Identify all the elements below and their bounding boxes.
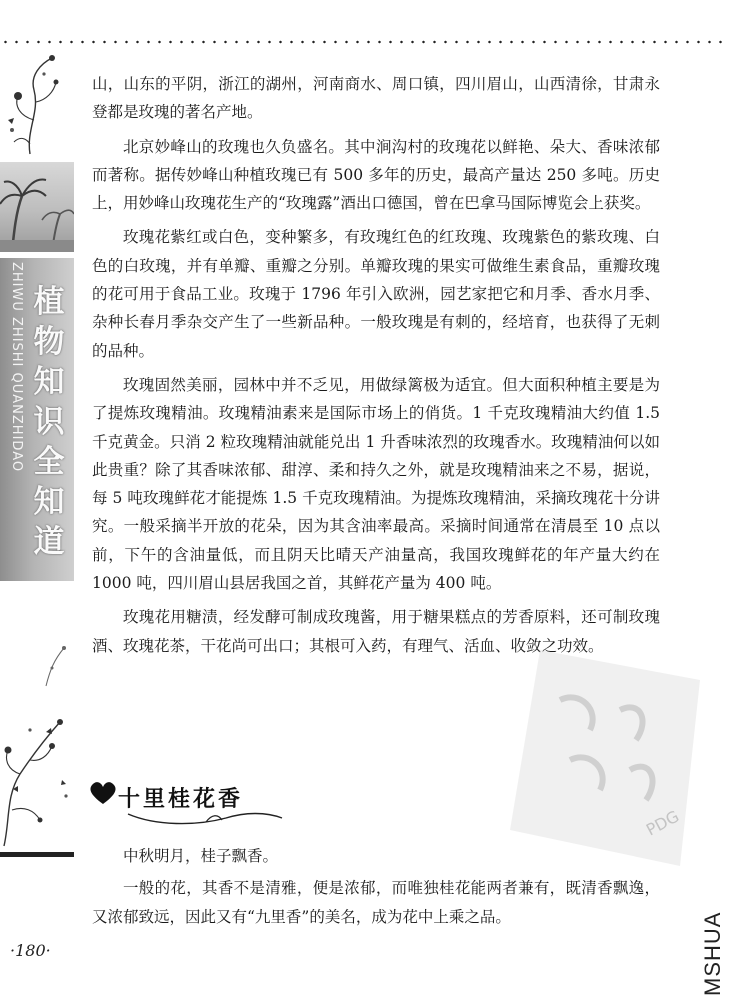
sidebar-pinyin: ZHIWU ZHISHI QUANZHIDAO (9, 262, 24, 473)
palm-tree-icon (0, 162, 74, 252)
section-title: 十里桂花香 (118, 786, 244, 812)
paragraph: 中秋明月，桂子飘香。 (123, 847, 279, 865)
swirl-underline-icon (126, 808, 286, 828)
sidebar-title-char: 植 (33, 284, 65, 320)
palm-photo (0, 162, 74, 252)
bottom-left-rule (0, 852, 74, 857)
top-dotted-rule (0, 40, 729, 44)
sidebar-title-char: 物 (33, 324, 65, 360)
page-number: ·180· (10, 941, 51, 960)
paragraph: 北京妙峰山的玫瑰也久负盛名。其中涧沟村的玫瑰花以鲜艳、朵大、香味浓郁而著称。据传妙峰山种植玫瑰已有 500 多年的历史，最高产量达 250 多吨。历史上，用妙峰山玫瑰花生产的“玫瑰露”酒出口德国，曾在巴拿马国际博览会上获奖。 (92, 137, 660, 213)
heart-icon (88, 780, 118, 806)
sidebar-title-char: 道 (33, 524, 65, 560)
sidebar-title-char: 全 (33, 444, 65, 480)
section-body-text (92, 842, 660, 931)
watermark-stamp (500, 640, 720, 870)
sidebar-title-char: 知 (33, 484, 65, 520)
sidebar-title-char: 知 (33, 364, 65, 400)
paragraph: 一般的花，其香不是清雅，便是浓郁，而唯独桂花能两者兼有，既清香飘逸，又浓郁致远，因此又有“九里香”的美名，成为花中上乘之品。 (92, 879, 660, 926)
sidebar-vertical-title (28, 282, 70, 562)
body-text (92, 70, 660, 660)
paragraph: 玫瑰固然美丽，园林中并不乏见，用做绿篱极为适宜。但大面积种植主要是为了提炼玫瑰精油。玫瑰精油素来是国际市场上的俏货。1 千克玫瑰精油大约值 1.5 千克黄金。只消 2 粒玫瑰精油就能兑出 1 升香味浓烈的玫瑰香水。玫瑰精油何以如此贵重？除了其香味浓郁、甜淳、柔和持久之外，就是玫瑰精油来之不易，据说，每 5 吨玫瑰鲜花才能提炼 1.5 千克玫瑰精油。为提炼玫瑰精油，采摘玫瑰花十分讲究。一般采摘半开放的花朵，因为其含油率最高。采摘时间通常在清晨至 10 点以前，下午的含油量低，而且阴天比晴天产油量高，我国玫瑰鲜花的年产量大约在 1000 吨，四川眉山县居我国之首，其鲜花产量为 400 吨。 (92, 375, 660, 593)
section-heading (88, 778, 388, 828)
stamp-label: PDG (642, 806, 683, 840)
paragraph: 玫瑰花紫红或白色，变种繁多，有玫瑰红色的红玫瑰、玫瑰紫色的紫玫瑰、白色的白玫瑰，并有单瓣、重瓣之分别。单瓣玫瑰的果实可做维生素食品，重瓣玫瑰的花可用于食品工业。玫瑰于 1796 年引入欧洲，园艺家把它和月季、香水月季、杂种长春月季杂交产生了一些新品种。一般玫瑰是有刺的，经培育，也获得了无刺的品种。 (92, 228, 660, 360)
paragraph: 山，山东的平阴，浙江的湖州，河南商水、周口镇，四川眉山，山西清徐，甘肃永登都是玫瑰的著名产地。 (92, 75, 660, 122)
small-sprig-ornament (40, 640, 70, 690)
paragraph: 玫瑰花用糖渍，经发酵可制成玫瑰酱，用于糖果糕点的芳香原料，还可制玫瑰酒、玫瑰花茶，干花尚可出口；其根可入药，有理气、活血、收敛之功效。 (92, 608, 660, 655)
floral-ornament-bottom (0, 700, 80, 850)
sidebar-title-char: 识 (33, 404, 65, 440)
watermark-text: MSHUA (700, 911, 725, 996)
floral-ornament-top (0, 50, 74, 160)
